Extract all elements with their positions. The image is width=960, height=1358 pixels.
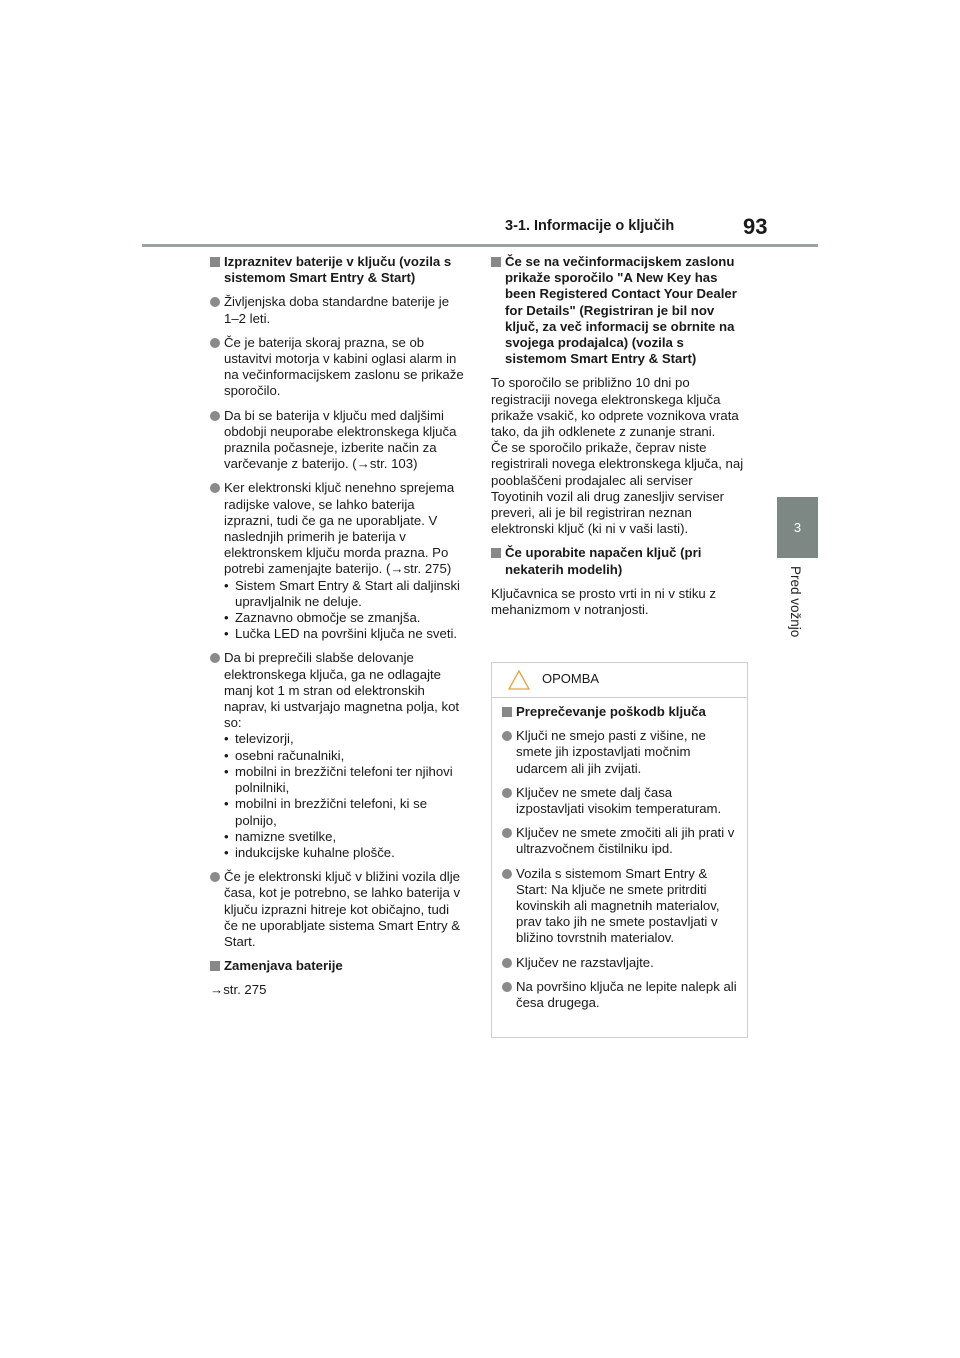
- bullet-item: Da bi se baterija v ključu med daljšimi obdobji neuporabe elektronskega ključa praznila počasneje, izberite način za varčevanje z baterijo. (→str. 103): [210, 408, 466, 473]
- right-column: [491, 254, 747, 626]
- header-rule: [142, 244, 818, 247]
- chapter-tab: [777, 497, 818, 558]
- bullet-item: Da bi preprečili slabše delovanje elektronskega ključa, ga ne odlagajte manj kot 1 m stran od elektronskih naprav, ki ustvarjajo magnetna polja, kot so: • televizorji, • osebni računalniki, • mobilni in brezžični telefoni ter njihovi polnilniki, • mobilni in brezžični telefoni, ki se polnijo, • namizne svetilke, • indukcijske kuhalne plošče.: [210, 650, 466, 861]
- bullet-item: Na površino ključa ne lepite nalepk ali česa drugega.: [502, 979, 737, 1011]
- bullet-item: Ker elektronski ključ nenehno sprejema radijske valove, se lahko baterija izprazni, tudi če ga ne uporabljate. V naslednjih primerih je baterija v elektronskem ključu morda prazna. Po potrebi zamenjajte baterijo. (→str. 275) • Sistem Smart Entry & Start ali daljinski upravljalnik ne deluje. • Zaznavno območje se zmanjša. • Lučka LED na površini ključa ne sveti.: [210, 480, 466, 642]
- list-item: • osebni računalniki,: [224, 748, 466, 764]
- notice-body: [492, 698, 747, 1011]
- list-item: • mobilni in brezžični telefoni, ki se polnijo,: [224, 796, 466, 828]
- bullet-item: Če je elektronski ključ v bližini vozila dlje časa, kot je potrebno, se lahko baterija v ključu izprazni hitreje kot običajno, tudi če ne uporabljate sistema Smart Entry & Start.: [210, 869, 466, 950]
- section-heading: Izpraznitev baterije v ključu (vozila s sistemom Smart Entry & Start): [210, 254, 466, 286]
- square-bullet-icon: [491, 548, 501, 558]
- list-item: • televizorji,: [224, 731, 466, 747]
- round-bullet-icon: [210, 338, 220, 348]
- square-bullet-icon: [210, 257, 220, 267]
- notice-box: [491, 662, 748, 1038]
- list-item: • indukcijske kuhalne plošče.: [224, 845, 466, 861]
- round-bullet-icon: [210, 297, 220, 307]
- list-item: • Sistem Smart Entry & Start ali daljinski upravljalnik ne deluje.: [224, 578, 466, 610]
- round-bullet-icon: [502, 731, 512, 741]
- warning-triangle-icon: [508, 670, 530, 690]
- paragraph: To sporočilo se približno 10 dni po registraciji novega elektronskega ključa prikaže vsakič, ko odprete voznikova vrata tako, da jih odklenete z zunanje strani.: [491, 375, 739, 440]
- page-reference: →str. 275: [210, 982, 267, 998]
- section-title: 3-1. Informacije o ključih: [505, 218, 675, 234]
- round-bullet-icon: [210, 483, 220, 493]
- round-bullet-icon: [502, 788, 512, 798]
- round-bullet-icon: [210, 653, 220, 663]
- notice-title: OPOMBA: [542, 671, 600, 686]
- section-heading: Zamenjava baterije: [210, 958, 466, 974]
- bullet-item: Vozila s sistemom Smart Entry & Start: Na ključe ne smete pritrditi kovinskih ali magnetnih materialov, prav tako jih ne smete postavljati v bližino tovrstnih materialov.: [502, 866, 737, 947]
- list-item: • mobilni in brezžični telefoni ter njihovi polnilniki,: [224, 764, 466, 796]
- bullet-item: Življenjska doba standardne baterije je 1–2 leti.: [210, 294, 466, 326]
- page-number: 93: [743, 214, 768, 239]
- round-bullet-icon: [502, 869, 512, 879]
- bullet-item: Ključev ne razstavljajte.: [502, 955, 737, 971]
- square-bullet-icon: [502, 707, 512, 717]
- sub-list: [224, 578, 466, 643]
- round-bullet-icon: [210, 411, 220, 421]
- paragraph: Ključavnica se prosto vrti in ni v stiku z mehanizmom v notranjosti.: [491, 585, 717, 618]
- round-bullet-icon: [502, 982, 512, 992]
- notice-header: [492, 663, 747, 698]
- chapter-label: Pred vožnjo: [788, 566, 803, 638]
- sub-list: [224, 731, 466, 861]
- round-bullet-icon: [502, 958, 512, 968]
- round-bullet-icon: [502, 828, 512, 838]
- round-bullet-icon: [210, 872, 220, 882]
- square-bullet-icon: [210, 961, 220, 971]
- square-bullet-icon: [491, 257, 501, 267]
- bullet-item: Ključi ne smejo pasti z višine, ne smete jih izpostavljati močnim udarcem ali jih zvijati.: [502, 728, 737, 777]
- list-item: • namizne svetilke,: [224, 829, 466, 845]
- section-heading: Če se na večinformacijskem zaslonu prikaže sporočilo "A New Key has been Registered Contact Your Dealer for Details" (Registriran je bil nov ključ, za več informacij se obrnite na svojega prodajalca) (vozila s sistemom Smart Entry & Start): [491, 254, 747, 367]
- bullet-item: Ključev ne smete zmočiti ali jih prati v ultrazvočnem čistilniku ipd.: [502, 825, 737, 857]
- list-item: • Lučka LED na površini ključa ne sveti.: [224, 626, 466, 642]
- left-column: [210, 254, 466, 1007]
- chapter-number: 3: [793, 520, 802, 535]
- bullet-item: Ključev ne smete dalj časa izpostavljati visokim temperaturam.: [502, 785, 737, 817]
- section-heading: Če uporabite napačen ključ (pri nekaterih modelih): [491, 545, 747, 577]
- bullet-item: Če je baterija skoraj prazna, se ob ustavitvi motorja v kabini oglasi alarm in na večinformacijskem zaslonu se prikaže sporočilo.: [210, 335, 466, 400]
- notice-heading: Preprečevanje poškodb ključa: [502, 704, 737, 720]
- paragraph: Če se sporočilo prikaže, čeprav niste registrirali novega elektronskega ključa, naj pooblaščeni prodajalec ali serviser Toyotinih vozil ali drug zanesljiv serviser preveri, ali je bil registriran neznan elektronski ključ (ki ni v vaši lasti).: [491, 440, 744, 537]
- list-item: • Zaznavno območje se zmanjša.: [224, 610, 466, 626]
